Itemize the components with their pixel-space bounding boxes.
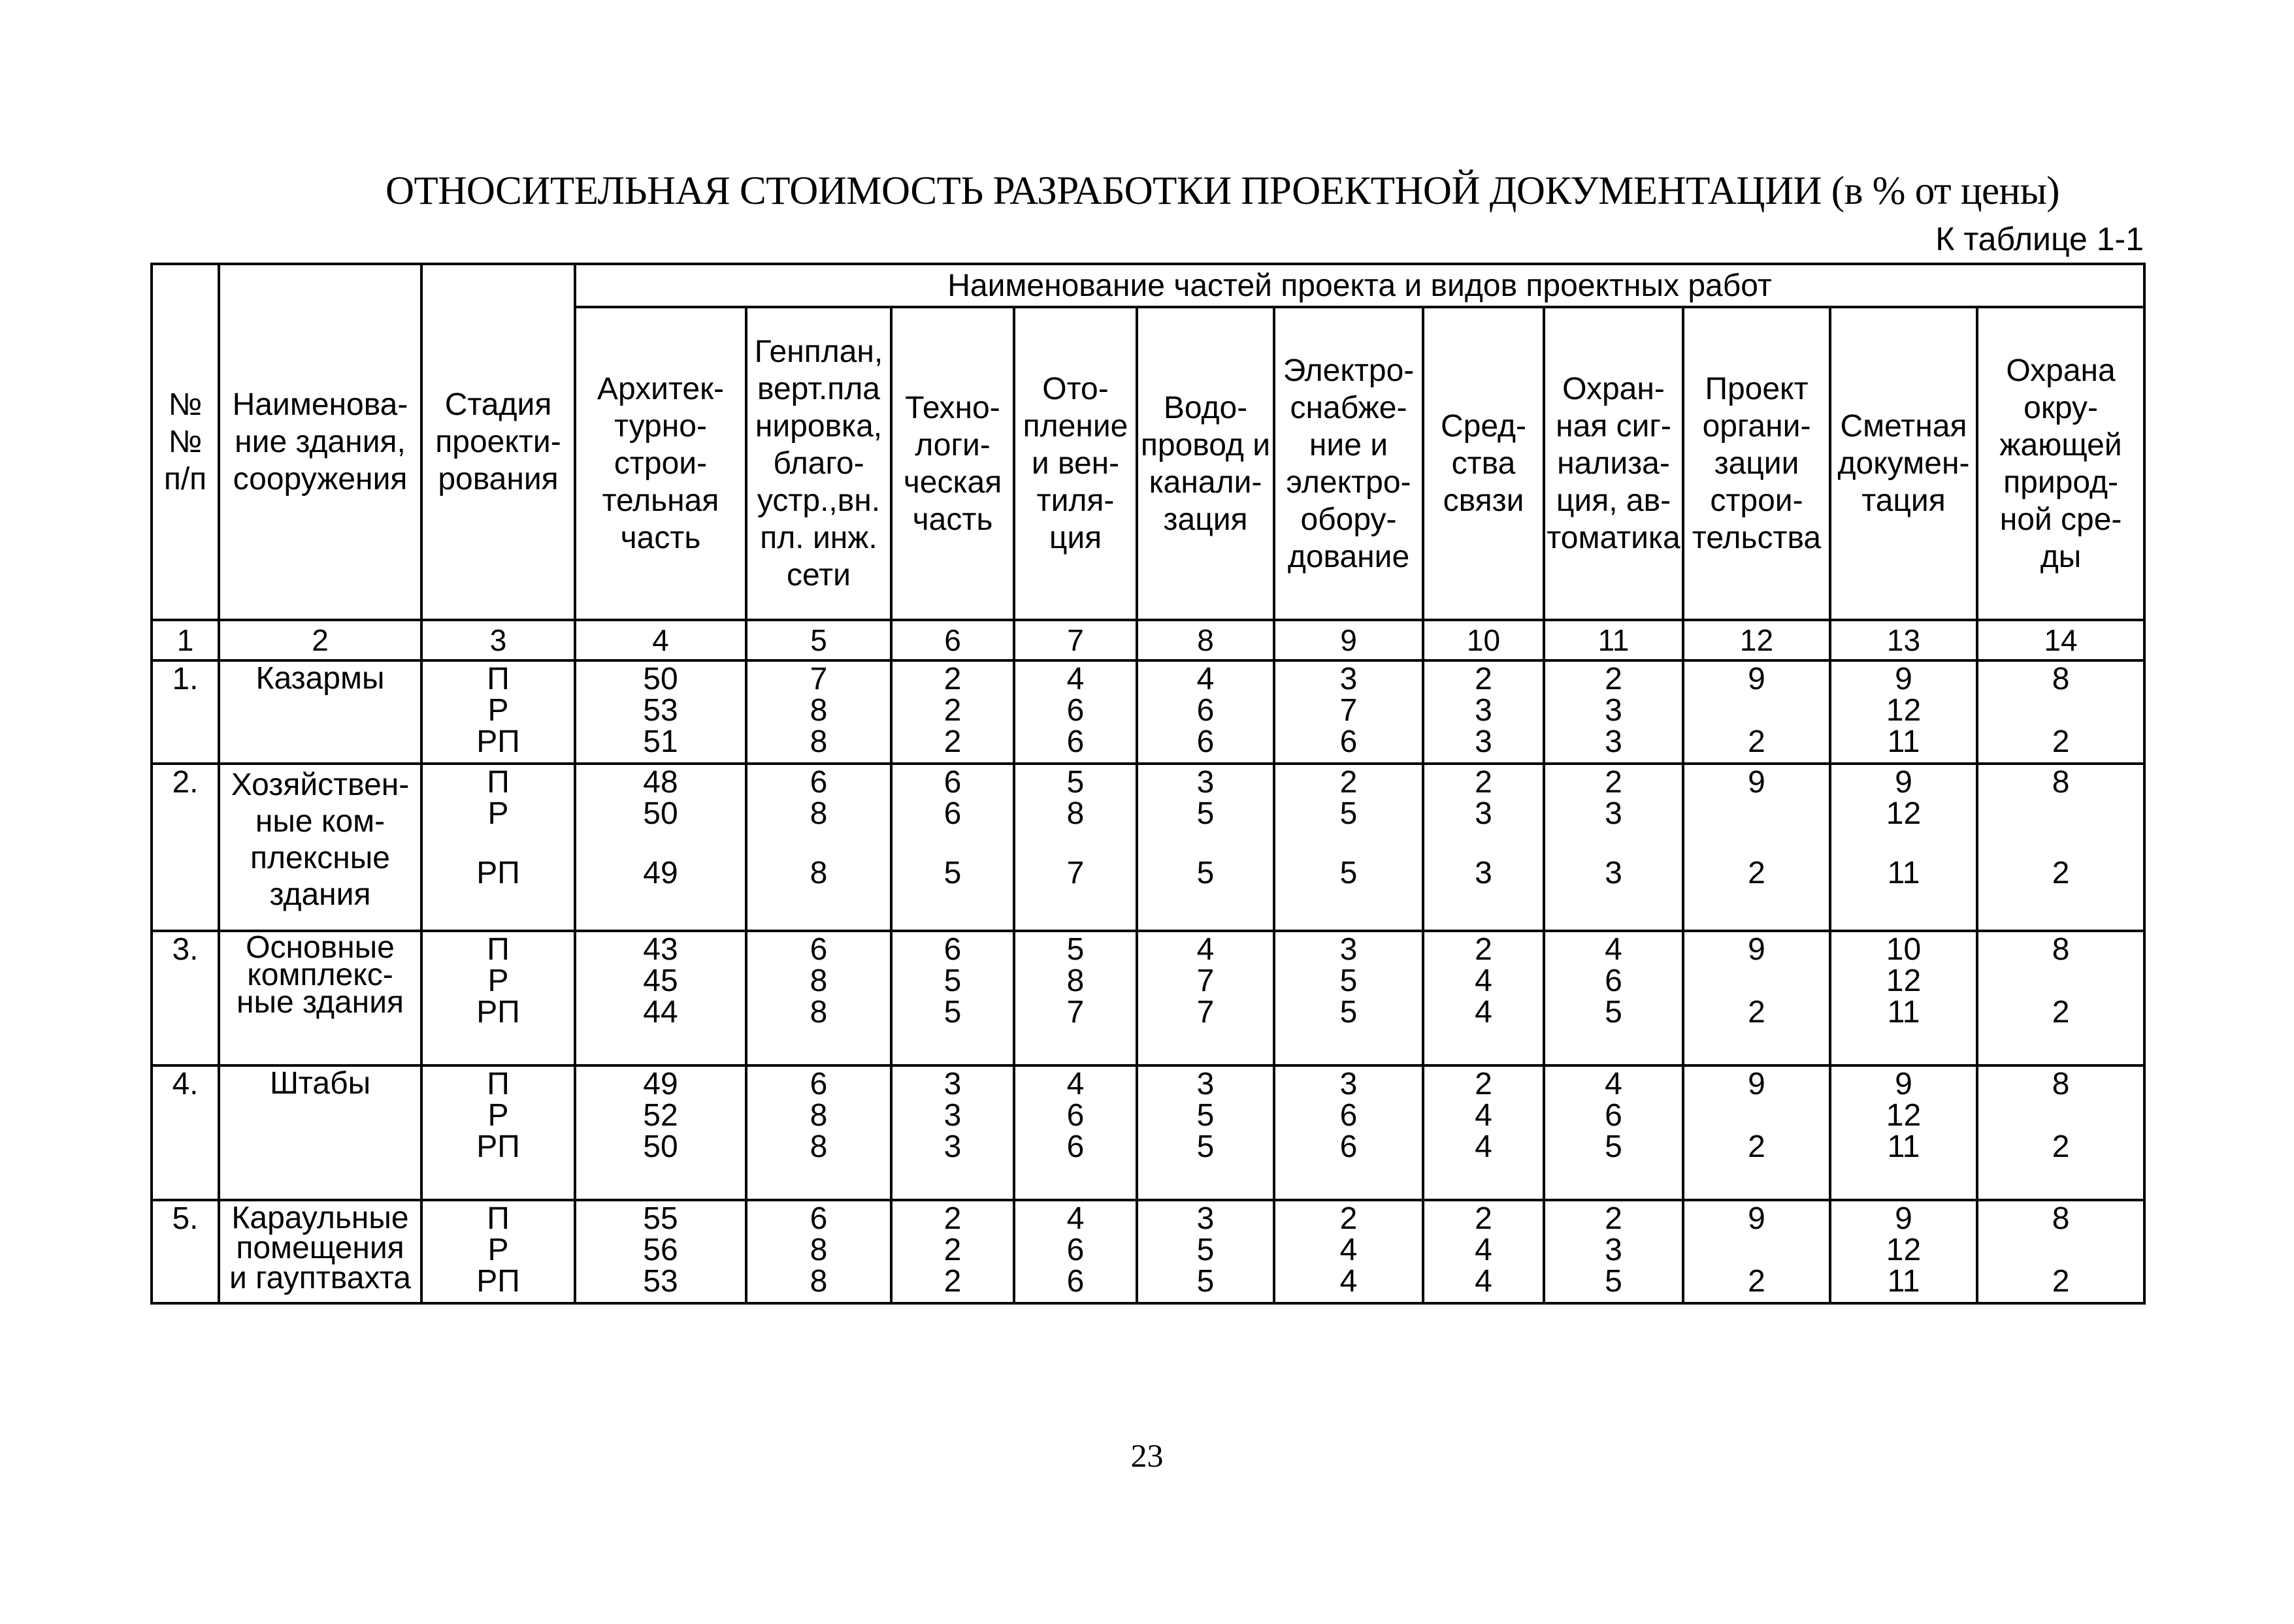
stage-value: РП xyxy=(476,1264,520,1299)
table-cell-value: 2 xyxy=(2052,724,2070,759)
design-stage xyxy=(421,1200,575,1303)
value-column-6 xyxy=(891,660,1014,764)
table-cell-value: 5 xyxy=(1196,1233,1215,1267)
table-cell-value: 11 xyxy=(1887,1264,1920,1299)
table-cell-value: 50 xyxy=(643,662,678,696)
table-cell-value: 4 xyxy=(1605,1067,1622,1101)
table-cell-value: 48 xyxy=(643,765,678,800)
table-cell-value: 44 xyxy=(643,995,678,1030)
table-cell-value: 12 xyxy=(1886,964,1922,998)
value-column-14 xyxy=(1977,1200,2144,1303)
table-cell-value: 3 xyxy=(1605,796,1622,831)
table-cell-value: 4 xyxy=(1066,1201,1085,1236)
value-column-5 xyxy=(746,764,891,931)
table-cell-value: 2 xyxy=(1748,724,1765,759)
table-cell-value: 11 xyxy=(1887,724,1920,759)
value-column-6 xyxy=(891,764,1014,931)
table-cell-value: 9 xyxy=(1895,1201,1912,1236)
table-cell-value: 9 xyxy=(1748,1067,1765,1101)
table-cell-value: 6 xyxy=(1066,1129,1085,1164)
column-number: 14 xyxy=(1977,620,2144,660)
table-cell-value: 9 xyxy=(1895,1067,1912,1101)
value-column-13 xyxy=(1830,1200,1977,1303)
building-name-line: Караульные xyxy=(231,1201,409,1235)
table-cell-value: 53 xyxy=(643,693,678,728)
stage-value: П xyxy=(487,1201,510,1236)
value-column-10 xyxy=(1423,931,1544,1065)
value-column-9 xyxy=(1274,1065,1423,1200)
table-cell-value: 9 xyxy=(1748,662,1765,696)
header-group: Наименование частей проекта и видов проектных работ xyxy=(575,264,2144,307)
value-column-8 xyxy=(1137,1200,1274,1303)
table-cell-value: 7 xyxy=(1066,856,1085,890)
table-cell-value: 3 xyxy=(1196,765,1215,800)
column-number: 7 xyxy=(1014,620,1137,660)
table-cell-value: 5 xyxy=(1605,1129,1622,1164)
table-cell-value: 3 xyxy=(1196,1201,1215,1236)
column-number: 6 xyxy=(891,620,1014,660)
table-cell-value: 3 xyxy=(943,1129,962,1164)
table-cell-value: 6 xyxy=(1605,1098,1622,1133)
value-column-14 xyxy=(1977,660,2144,764)
table-cell-value: 12 xyxy=(1886,1233,1922,1267)
table-cell-value: 3 xyxy=(1475,724,1492,759)
table-cell-value: 5 xyxy=(1196,1098,1215,1133)
row-number-text: 1. xyxy=(172,662,199,696)
table-cell-value: 5 xyxy=(1066,765,1085,800)
header-heating: Ото- пление и вен- тиля- ция xyxy=(1014,307,1137,620)
table-cell-value: 3 xyxy=(1605,1233,1622,1267)
table-cell-value: 2 xyxy=(2052,856,2070,890)
stage-value: П xyxy=(487,1067,510,1101)
header-environment: Охрана окру- жающей природ- ной сре- ды xyxy=(1977,307,2144,620)
table-cell-value: 3 xyxy=(1605,693,1622,728)
table-cell-value: 9 xyxy=(1748,932,1765,967)
table-cell-value: 50 xyxy=(643,796,678,831)
table-cell-value: 6 xyxy=(943,932,962,967)
table-cell-value: 5 xyxy=(1196,856,1215,890)
building-name xyxy=(219,660,421,764)
building-name xyxy=(219,931,421,1065)
value-column-7 xyxy=(1014,1200,1137,1303)
design-stage xyxy=(421,764,575,931)
table-cell-value: 5 xyxy=(1339,964,1358,998)
table-cell-value: 2 xyxy=(1339,765,1358,800)
building-name xyxy=(219,764,421,931)
row-number-text: 5. xyxy=(172,1201,199,1236)
table-cell-value: 6 xyxy=(810,932,828,967)
stage-value: РП xyxy=(476,995,520,1030)
table-cell-value: 6 xyxy=(810,765,828,800)
table-cell-value: 2 xyxy=(943,1264,962,1299)
table-cell-value: 4 xyxy=(1475,964,1492,998)
table-cell-value: 6 xyxy=(1066,1264,1085,1299)
value-column-4 xyxy=(575,764,746,931)
table-cell-value: 3 xyxy=(1475,796,1492,831)
table-cell-value: 3 xyxy=(1339,662,1358,696)
table-cell-value: 8 xyxy=(2052,932,2070,967)
building-name xyxy=(219,1200,421,1303)
table-cell-value: 4 xyxy=(1196,662,1215,696)
value-column-4 xyxy=(575,1200,746,1303)
table-cell-value: 8 xyxy=(810,693,828,728)
table-cell-value: 2 xyxy=(2052,1264,2070,1299)
table-cell-value: 7 xyxy=(1066,995,1085,1030)
stage-value: Р xyxy=(487,693,509,728)
table-cell-value: 8 xyxy=(810,964,828,998)
header-genplan: Генплан, верт.пла нировка, благо- устр.,вн. пл. инж. сети xyxy=(746,307,891,620)
value-column-6 xyxy=(891,931,1014,1065)
header-security-alarm: Охран- ная сиг- нализа- ция, ав- томатика xyxy=(1544,307,1683,620)
column-number: 1 xyxy=(152,620,219,660)
table-cell-value: 11 xyxy=(1887,856,1920,890)
table-cell-value: 2 xyxy=(1748,995,1765,1030)
value-column-14 xyxy=(1977,764,2144,931)
table-cell-value: 3 xyxy=(1196,1067,1215,1101)
table-cell-value: 6 xyxy=(1196,724,1215,759)
table-cell-value: 8 xyxy=(2052,1067,2070,1101)
document-title: ОТНОСИТЕЛЬНАЯ СТОИМОСТЬ РАЗРАБОТКИ ПРОЕКТНОЙ ДОКУМЕНТАЦИИ (в % от цены) xyxy=(385,169,2060,213)
table-cell-value: 4 xyxy=(1475,1129,1492,1164)
column-number: 13 xyxy=(1830,620,1977,660)
table-cell-value: 9 xyxy=(1895,765,1912,800)
stage-value: П xyxy=(487,932,510,967)
table-cell-value: 8 xyxy=(810,724,828,759)
table-cell-value: 5 xyxy=(1605,995,1622,1030)
table-cell-value: 5 xyxy=(943,964,962,998)
value-column-10 xyxy=(1423,764,1544,931)
value-column-5 xyxy=(746,931,891,1065)
header-communications: Сред- ства связи xyxy=(1423,307,1544,620)
table-cell-value: 6 xyxy=(1339,1098,1358,1133)
row-number xyxy=(152,1065,219,1200)
table-cell-value: 8 xyxy=(810,856,828,890)
table-cell-value: 2 xyxy=(1605,765,1622,800)
stage-value: П xyxy=(487,662,510,696)
value-column-5 xyxy=(746,660,891,764)
row-number-text: 3. xyxy=(172,932,199,967)
table-cell-value: 50 xyxy=(643,1129,678,1164)
table-cell-value: 4 xyxy=(1339,1233,1358,1267)
table-cell-value: 4 xyxy=(1605,932,1622,967)
header-architecture: Архитек- турно- строи- тельная часть xyxy=(575,307,746,620)
table-cell-value: 5 xyxy=(1196,796,1215,831)
cost-table xyxy=(150,263,2146,1305)
table-cell-value: 6 xyxy=(1066,724,1085,759)
table-cell-value: 6 xyxy=(1339,1129,1358,1164)
table-cell-value: 2 xyxy=(1605,1201,1622,1236)
table-cell-value: 51 xyxy=(643,724,678,759)
value-column-7 xyxy=(1014,764,1137,931)
table-cell-value: 3 xyxy=(1339,932,1358,967)
table-cell-value: 6 xyxy=(1196,693,1215,728)
table-cell-value: 8 xyxy=(810,1264,828,1299)
table-cell-value: 6 xyxy=(1339,724,1358,759)
building-name-line: плексные xyxy=(250,841,390,875)
table-cell-value: 49 xyxy=(643,856,678,890)
value-column-6 xyxy=(891,1200,1014,1303)
building-name-line: помещения xyxy=(236,1231,404,1265)
design-stage xyxy=(421,1065,575,1200)
column-number: 10 xyxy=(1423,620,1544,660)
value-column-10 xyxy=(1423,660,1544,764)
table-cell-value: 2 xyxy=(943,662,962,696)
building-name-line: комплекс- xyxy=(247,958,393,992)
value-column-7 xyxy=(1014,1065,1137,1200)
table-cell-value: 5 xyxy=(1066,932,1085,967)
table-cell-value: 6 xyxy=(1605,964,1622,998)
table-cell-value: 3 xyxy=(1475,693,1492,728)
table-cell-value: 3 xyxy=(943,1067,962,1101)
table-cell-value: 11 xyxy=(1887,995,1920,1030)
table-cell-value: 4 xyxy=(1066,662,1085,696)
table-cell-value: 7 xyxy=(1339,693,1358,728)
row-number-text: 4. xyxy=(172,1067,199,1101)
table-cell-value: 8 xyxy=(810,1129,828,1164)
header-estimate: Сметная докумен- тация xyxy=(1830,307,1977,620)
stage-value: П xyxy=(487,765,510,800)
table-cell-value: 45 xyxy=(643,964,678,998)
table-cell-value: 5 xyxy=(943,995,962,1030)
value-column-11 xyxy=(1544,764,1683,931)
table-row xyxy=(152,931,2144,1065)
table-cell-value: 4 xyxy=(1475,995,1492,1030)
value-column-14 xyxy=(1977,1065,2144,1200)
building-name xyxy=(219,1065,421,1200)
header-design-stage: Стадия проекти- рования xyxy=(421,264,575,620)
table-cell-value: 6 xyxy=(810,1067,828,1101)
value-column-7 xyxy=(1014,660,1137,764)
table-cell-value: 6 xyxy=(1066,1098,1085,1133)
stage-value: РП xyxy=(476,856,520,890)
table-cell-value: 5 xyxy=(1196,1264,1215,1299)
design-stage xyxy=(421,660,575,764)
value-column-11 xyxy=(1544,931,1683,1065)
table-cell-value: 2 xyxy=(1748,1129,1765,1164)
table-cell-value: 2 xyxy=(1475,1201,1492,1236)
table-cell-value: 2 xyxy=(1475,1067,1492,1101)
value-column-12 xyxy=(1683,931,1830,1065)
table-reference: К таблице 1-1 xyxy=(1935,221,2144,257)
table-cell-value: 5 xyxy=(943,856,962,890)
table-cell-value: 52 xyxy=(643,1098,678,1133)
table-row xyxy=(152,764,2144,931)
table-cell-value: 2 xyxy=(1475,662,1492,696)
table-cell-value: 2 xyxy=(1748,1264,1765,1299)
table-cell-value: 53 xyxy=(643,1264,678,1299)
value-column-4 xyxy=(575,931,746,1065)
value-column-5 xyxy=(746,1200,891,1303)
table-cell-value: 3 xyxy=(1605,856,1622,890)
column-number: 8 xyxy=(1137,620,1274,660)
building-name-line: Основные xyxy=(246,931,395,965)
table-cell-value: 9 xyxy=(1748,1201,1765,1236)
table-cell-value: 6 xyxy=(1066,1233,1085,1267)
table-cell-value: 5 xyxy=(1605,1264,1622,1299)
row-number xyxy=(152,764,219,931)
table-cell-value: 2 xyxy=(1605,662,1622,696)
table-cell-value: 9 xyxy=(1895,662,1912,696)
table-cell-value: 4 xyxy=(1066,1067,1085,1101)
table-row xyxy=(152,1200,2144,1303)
table-cell-value: 9 xyxy=(1748,765,1765,800)
value-column-9 xyxy=(1274,764,1423,931)
table-cell-value: 12 xyxy=(1886,796,1922,831)
header-number: № № п/п xyxy=(152,264,219,620)
page-number: 23 xyxy=(1130,1437,1164,1474)
table-cell-value: 2 xyxy=(1475,765,1492,800)
table-cell-value: 5 xyxy=(1339,995,1358,1030)
table-cell-value: 8 xyxy=(1066,796,1085,831)
value-column-13 xyxy=(1830,660,1977,764)
stage-value: Р xyxy=(487,964,509,998)
value-column-9 xyxy=(1274,931,1423,1065)
table-cell-value: 8 xyxy=(810,995,828,1030)
table-cell-value: 3 xyxy=(943,1098,962,1133)
table-cell-value: 7 xyxy=(1196,995,1215,1030)
header-electric: Электро- снабже- ние и электро- обору- дование xyxy=(1274,307,1423,620)
column-number: 3 xyxy=(421,620,575,660)
table-cell-value: 5 xyxy=(1339,856,1358,890)
table-cell-value: 56 xyxy=(643,1233,678,1267)
value-column-4 xyxy=(575,660,746,764)
value-column-10 xyxy=(1423,1200,1544,1303)
table-cell-value: 6 xyxy=(943,796,962,831)
stage-value: Р xyxy=(487,1098,509,1133)
building-name-line: ные здания xyxy=(236,985,404,1020)
table-cell-value: 2 xyxy=(943,693,962,728)
value-column-6 xyxy=(891,1065,1014,1200)
value-column-4 xyxy=(575,1065,746,1200)
table-cell-value: 8 xyxy=(810,796,828,831)
table-cell-value: 8 xyxy=(2052,1201,2070,1236)
value-column-7 xyxy=(1014,931,1137,1065)
table-cell-value: 8 xyxy=(810,1233,828,1267)
table-cell-value: 55 xyxy=(643,1201,678,1236)
table-row xyxy=(152,660,2144,764)
table-cell-value: 11 xyxy=(1887,1129,1920,1164)
table-cell-value: 4 xyxy=(1475,1264,1492,1299)
table-cell-value: 12 xyxy=(1886,1098,1922,1133)
table-cell-value: 7 xyxy=(810,662,828,696)
table-cell-value: 4 xyxy=(1475,1233,1492,1267)
value-column-11 xyxy=(1544,1200,1683,1303)
stage-value: Р xyxy=(487,1233,509,1267)
value-column-5 xyxy=(746,1065,891,1200)
table-cell-value: 8 xyxy=(1066,964,1085,998)
building-name-line: Штабы xyxy=(269,1066,371,1101)
table-cell-value: 2 xyxy=(943,1201,962,1236)
table-cell-value: 12 xyxy=(1886,693,1922,728)
row-number xyxy=(152,660,219,764)
table-cell-value: 8 xyxy=(810,1098,828,1133)
table-cell-value: 4 xyxy=(1196,932,1215,967)
header-construction-org: Проект органи- зации строи- тельства xyxy=(1683,307,1830,620)
column-number: 11 xyxy=(1544,620,1683,660)
value-column-13 xyxy=(1830,931,1977,1065)
column-number: 2 xyxy=(219,620,421,660)
table-cell-value: 4 xyxy=(1339,1264,1358,1299)
table-cell-value: 5 xyxy=(1339,796,1358,831)
building-name-line: Хозяйствен- xyxy=(231,768,410,802)
table-cell-value: 10 xyxy=(1886,932,1922,967)
table-cell-value: 2 xyxy=(2052,1129,2070,1164)
table-cell-value: 49 xyxy=(643,1067,678,1101)
table-cell-value: 2 xyxy=(943,1233,962,1267)
value-column-13 xyxy=(1830,1065,1977,1200)
building-name-line: ные ком- xyxy=(255,804,385,839)
value-column-13 xyxy=(1830,764,1977,931)
value-column-12 xyxy=(1683,1065,1830,1200)
row-number xyxy=(152,1200,219,1303)
value-column-8 xyxy=(1137,660,1274,764)
header-technology: Техно- логи- ческая часть xyxy=(891,307,1014,620)
header-water: Водо- провод и канали- зация xyxy=(1137,307,1274,620)
table-cell-value: 2 xyxy=(943,724,962,759)
column-number: 5 xyxy=(746,620,891,660)
value-column-12 xyxy=(1683,1200,1830,1303)
stage-value: РП xyxy=(476,724,520,759)
stage-value: Р xyxy=(487,796,509,831)
table-cell-value: 2 xyxy=(1339,1201,1358,1236)
building-name-line: Казармы xyxy=(255,661,385,696)
row-number-text: 2. xyxy=(172,765,199,800)
table-cell-value: 2 xyxy=(2052,995,2070,1030)
value-column-8 xyxy=(1137,764,1274,931)
value-column-8 xyxy=(1137,931,1274,1065)
design-stage xyxy=(421,931,575,1065)
stage-value: РП xyxy=(476,1129,520,1164)
value-column-12 xyxy=(1683,764,1830,931)
value-column-9 xyxy=(1274,1200,1423,1303)
value-column-8 xyxy=(1137,1065,1274,1200)
header-building-name: Наименова- ние здания, сооружения xyxy=(219,264,421,620)
value-column-9 xyxy=(1274,660,1423,764)
table-cell-value: 5 xyxy=(1196,1129,1215,1164)
building-name-line: здания xyxy=(269,877,371,912)
value-column-11 xyxy=(1544,660,1683,764)
row-number xyxy=(152,931,219,1065)
column-number: 4 xyxy=(575,620,746,660)
value-column-11 xyxy=(1544,1065,1683,1200)
table-cell-value: 6 xyxy=(943,765,962,800)
table-cell-value: 6 xyxy=(810,1201,828,1236)
value-column-10 xyxy=(1423,1065,1544,1200)
building-name-line: и гауптвахта xyxy=(229,1261,411,1295)
column-number: 12 xyxy=(1683,620,1830,660)
table-cell-value: 43 xyxy=(643,932,678,967)
table-cell-value: 3 xyxy=(1475,856,1492,890)
table-cell-value: 7 xyxy=(1196,964,1215,998)
table-row xyxy=(152,1065,2144,1200)
table-cell-value: 4 xyxy=(1475,1098,1492,1133)
table-cell-value: 3 xyxy=(1339,1067,1358,1101)
table-cell-value: 6 xyxy=(1066,693,1085,728)
table-cell-value: 2 xyxy=(1475,932,1492,967)
table-cell-value: 2 xyxy=(1748,856,1765,890)
value-column-12 xyxy=(1683,660,1830,764)
table-cell-value: 3 xyxy=(1605,724,1622,759)
column-number: 9 xyxy=(1274,620,1423,660)
value-column-14 xyxy=(1977,931,2144,1065)
table-cell-value: 8 xyxy=(2052,662,2070,696)
table-cell-value: 8 xyxy=(2052,765,2070,800)
